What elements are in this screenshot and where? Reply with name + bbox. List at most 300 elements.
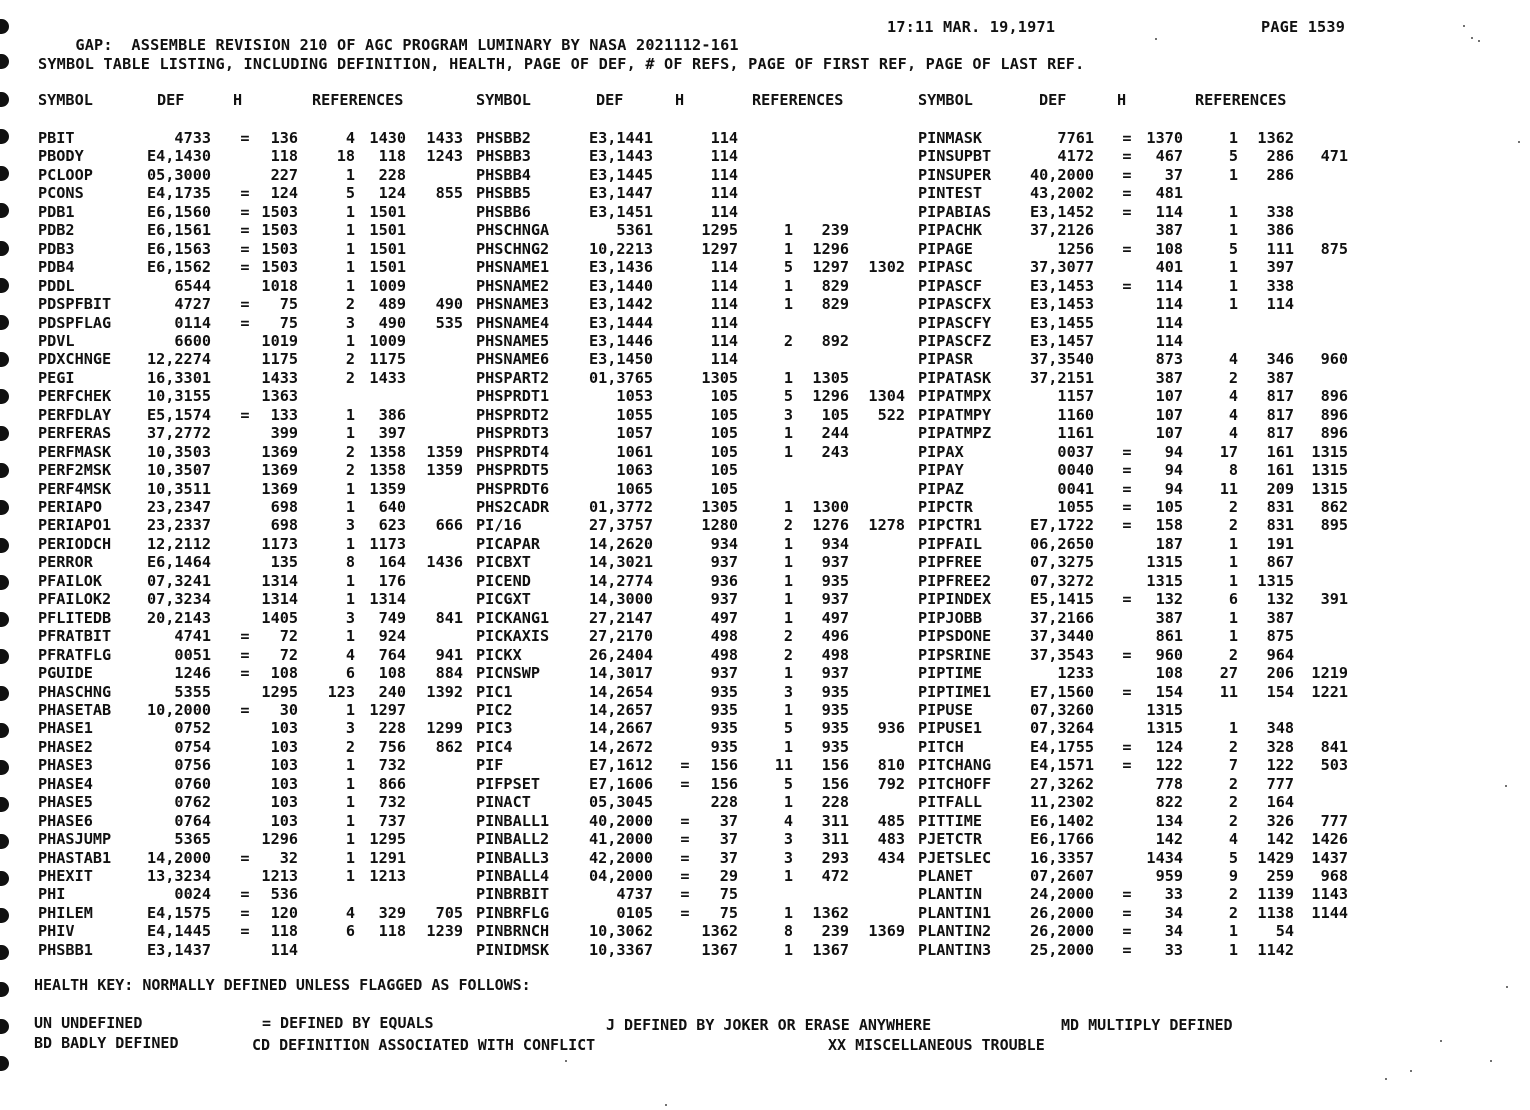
- last-reference-page: 1359: [426, 442, 463, 461]
- symbol-name: PERFCHEK: [38, 387, 112, 406]
- symbol-definition: 37,2126: [1029, 221, 1094, 240]
- reference-count: 1: [1228, 129, 1238, 147]
- reference-count: 1: [345, 793, 355, 812]
- definition-page: 32: [279, 848, 298, 867]
- symbol-name: PICEND: [476, 571, 531, 590]
- definition-page: 37: [719, 848, 738, 867]
- first-reference-page: 1276: [812, 516, 849, 535]
- symbol-definition: 43,2002: [1029, 184, 1094, 203]
- reference-count: 6: [345, 664, 355, 683]
- symbol-name: PICGXT: [476, 590, 531, 609]
- definition-page: 960: [1155, 645, 1183, 664]
- paper-speck: [565, 1060, 567, 1062]
- symbol-definition: 0762: [174, 793, 211, 812]
- symbol-definition: 14,3000: [588, 590, 653, 609]
- last-reference-page: 896: [1320, 387, 1348, 406]
- definition-page: 114: [710, 147, 738, 166]
- table-row: [0, 221, 1530, 240]
- symbol-definition: E6,1464: [146, 553, 211, 572]
- reference-count: 1: [783, 295, 793, 314]
- definition-page: 156: [710, 756, 738, 775]
- symbol-name: PDSPFBIT: [38, 295, 112, 314]
- last-reference-page: 483: [877, 830, 905, 849]
- table-row: [0, 443, 1530, 462]
- symbol-health: =: [1122, 885, 1132, 904]
- symbol-name: PINSUPER: [918, 165, 992, 184]
- symbol-name: PHSBB3: [476, 147, 531, 166]
- definition-page: 114: [710, 258, 738, 277]
- symbol-name: PIPATMPY: [918, 405, 992, 424]
- reference-count: 1: [1228, 922, 1238, 941]
- symbol-definition: 0756: [174, 756, 211, 775]
- symbol-definition: E3,1441: [588, 129, 653, 147]
- first-reference-page: 866: [378, 774, 406, 793]
- first-reference-page: 239: [821, 922, 849, 941]
- reference-count: 1: [1228, 940, 1238, 959]
- reference-count: 1: [1228, 258, 1238, 277]
- symbol-name: PHASJUMP: [38, 830, 112, 849]
- symbol-name: PHSNAME3: [476, 295, 550, 314]
- column-header-symbol-2: SYMBOL: [476, 91, 531, 109]
- symbol-definition: 1055: [1057, 498, 1094, 516]
- symbol-name: PHASE5: [38, 793, 93, 812]
- column-header-health-2: H: [675, 91, 685, 109]
- reference-count: 3: [783, 405, 793, 424]
- symbol-name: PICKANG1: [476, 608, 550, 627]
- first-reference-page: 1501: [369, 239, 406, 258]
- symbol-definition: 4741: [174, 627, 211, 646]
- table-row: [0, 885, 1530, 904]
- reference-count: 1: [783, 608, 793, 627]
- first-reference-page: 937: [821, 590, 849, 609]
- first-reference-page: 1501: [369, 221, 406, 240]
- reference-count: 2: [783, 516, 793, 535]
- reference-count: 5: [783, 387, 793, 406]
- definition-page: 103: [270, 719, 298, 738]
- reference-count: 1: [783, 239, 793, 258]
- definition-page: 29: [719, 867, 738, 885]
- symbol-name: PHASETAB: [38, 700, 112, 719]
- reference-count: 3: [783, 682, 793, 701]
- definition-page: 959: [1155, 867, 1183, 885]
- last-reference-page: 884: [435, 664, 463, 683]
- table-row: [0, 295, 1530, 314]
- table-row: [0, 904, 1530, 923]
- definition-page: 114: [1155, 295, 1183, 314]
- symbol-definition: 05,3045: [588, 793, 653, 812]
- first-reference-page: 228: [821, 793, 849, 812]
- symbol-definition: E7,1606: [588, 774, 653, 793]
- definition-page: 498: [710, 627, 738, 646]
- definition-page: 937: [710, 664, 738, 683]
- first-reference-page: 259: [1266, 867, 1294, 885]
- symbol-name: PERIODCH: [38, 534, 112, 553]
- reference-count: 5: [1228, 147, 1238, 166]
- symbol-name: PICKAXIS: [476, 627, 550, 646]
- symbol-health: =: [240, 184, 250, 203]
- definition-page: 1315: [1146, 553, 1183, 572]
- reference-count: 1: [783, 793, 793, 812]
- column-header-references-3: REFERENCES: [1195, 91, 1287, 109]
- definition-page: 1314: [261, 590, 298, 609]
- definition-page: 387: [1155, 368, 1183, 387]
- first-reference-page: 489: [378, 295, 406, 314]
- first-reference-page: 311: [821, 811, 849, 830]
- symbol-name: PIF: [476, 756, 504, 775]
- first-reference-page: 1009: [369, 331, 406, 350]
- first-reference-page: 831: [1266, 498, 1294, 516]
- symbol-health: =: [240, 922, 250, 941]
- definition-page: 37: [1164, 165, 1183, 184]
- definition-page: 937: [710, 553, 738, 572]
- symbol-definition: 24,2000: [1029, 885, 1094, 904]
- symbol-health: =: [680, 756, 690, 775]
- reference-count: 1: [345, 774, 355, 793]
- reference-count: 6: [1228, 590, 1238, 609]
- symbol-name: PJETSLEC: [918, 848, 992, 867]
- symbol-name: PIPTIME: [918, 664, 983, 683]
- reference-count: 1: [783, 498, 793, 516]
- definition-page: 124: [1155, 737, 1183, 756]
- symbol-name: PLANTIN: [918, 885, 983, 904]
- definition-page: 1503: [261, 202, 298, 221]
- definition-page: 399: [270, 424, 298, 443]
- symbol-health: =: [1122, 202, 1132, 221]
- definition-page: 1503: [261, 258, 298, 277]
- definition-page: 498: [710, 645, 738, 664]
- symbol-health: =: [240, 885, 250, 904]
- first-reference-page: 228: [378, 719, 406, 738]
- definition-page: 94: [1164, 442, 1183, 461]
- definition-page: 105: [710, 387, 738, 406]
- reference-count: 3: [345, 719, 355, 738]
- symbol-name: PINSUPBT: [918, 147, 992, 166]
- reference-count: 1: [1228, 608, 1238, 627]
- symbol-definition: 4172: [1057, 147, 1094, 166]
- last-reference-page: 1304: [868, 387, 905, 406]
- symbol-definition: 6544: [174, 276, 211, 295]
- first-reference-page: 1175: [369, 350, 406, 369]
- reference-count: 1: [783, 590, 793, 609]
- definition-page: 118: [270, 922, 298, 941]
- symbol-definition: 05,3000: [146, 165, 211, 184]
- first-reference-page: 1430: [369, 129, 406, 147]
- column-header-def-3: DEF: [1039, 91, 1067, 109]
- first-reference-page: 831: [1266, 516, 1294, 535]
- feed-hole: [0, 1056, 9, 1071]
- definition-page: 497: [710, 608, 738, 627]
- symbol-definition: 37,3440: [1029, 627, 1094, 646]
- definition-page: 1315: [1146, 700, 1183, 719]
- symbol-name: PHSNAME6: [476, 350, 550, 369]
- paper-speck: [1471, 37, 1473, 39]
- symbol-definition: 14,2672: [588, 737, 653, 756]
- reference-count: 3: [345, 313, 355, 332]
- definition-page: 114: [710, 313, 738, 332]
- health-key-cd: CD DEFINITION ASSOCIATED WITH CONFLICT: [252, 1036, 596, 1054]
- definition-page: 134: [1155, 811, 1183, 830]
- symbol-definition: 10,3503: [146, 442, 211, 461]
- symbol-definition: E4,1755: [1029, 737, 1094, 756]
- symbol-name: PERFMASK: [38, 442, 112, 461]
- symbol-name: PHEXIT: [38, 867, 93, 885]
- definition-page: 1503: [261, 239, 298, 258]
- definition-page: 75: [279, 295, 298, 314]
- symbol-name: PLANTIN1: [918, 903, 992, 922]
- symbol-name: PIPFREE: [918, 553, 983, 572]
- symbol-definition: 0037: [1057, 442, 1094, 461]
- symbol-name: PJETCTR: [918, 830, 983, 849]
- last-reference-page: 1436: [426, 553, 463, 572]
- symbol-name: PICNSWP: [476, 664, 541, 683]
- symbol-name: PIPABIAS: [918, 202, 992, 221]
- reference-count: 1: [345, 590, 355, 609]
- symbol-definition: 1161: [1057, 424, 1094, 443]
- symbol-definition: 16,3301: [146, 368, 211, 387]
- first-reference-page: 118: [378, 922, 406, 941]
- symbol-name: PIC2: [476, 700, 513, 719]
- definition-page: 114: [710, 350, 738, 369]
- symbol-name: PHSPRDT1: [476, 387, 550, 406]
- reference-count: 2: [1228, 885, 1238, 904]
- definition-page: 227: [270, 165, 298, 184]
- definition-page: 33: [1164, 885, 1183, 904]
- column-header-health-1: H: [233, 91, 243, 109]
- reference-count: 7: [1228, 756, 1238, 775]
- reference-count: 5: [345, 184, 355, 203]
- symbol-name: PIPCTR: [918, 498, 973, 516]
- first-reference-page: 387: [1266, 368, 1294, 387]
- definition-page: 114: [710, 165, 738, 184]
- symbol-name: PHSPRDT4: [476, 442, 550, 461]
- last-reference-page: 1369: [868, 922, 905, 941]
- table-row: [0, 572, 1530, 591]
- first-reference-page: 111: [1266, 239, 1294, 258]
- symbol-name: PBIT: [38, 129, 75, 147]
- symbol-health: =: [680, 830, 690, 849]
- symbol-definition: E3,1444: [588, 313, 653, 332]
- first-reference-page: 764: [378, 645, 406, 664]
- symbol-name: PITCHANG: [918, 756, 992, 775]
- symbol-health: =: [1122, 129, 1132, 147]
- symbol-definition: 0105: [616, 903, 653, 922]
- symbol-name: PITTIME: [918, 811, 983, 830]
- symbol-health: =: [680, 811, 690, 830]
- definition-page: 114: [710, 295, 738, 314]
- symbol-name: PERF4MSK: [38, 479, 112, 498]
- symbol-definition: E3,1437: [146, 940, 211, 959]
- definition-page: 387: [1155, 221, 1183, 240]
- symbol-name: PHSBB2: [476, 129, 531, 147]
- table-row: [0, 867, 1530, 886]
- symbol-definition: 1053: [616, 387, 653, 406]
- symbol-health: =: [1122, 276, 1132, 295]
- reference-count: 1: [345, 276, 355, 295]
- symbol-name: PICBXT: [476, 553, 531, 572]
- reference-count: 1: [783, 700, 793, 719]
- symbol-name: PIPUSE1: [918, 719, 983, 738]
- first-reference-page: 472: [821, 867, 849, 885]
- definition-page: 698: [270, 516, 298, 535]
- reference-count: 6: [345, 922, 355, 941]
- first-reference-page: 498: [821, 645, 849, 664]
- header-timestamp: 17:11 MAR. 19,1971: [887, 18, 1056, 36]
- table-row: [0, 516, 1530, 535]
- symbol-definition: 07,3275: [1029, 553, 1094, 572]
- first-reference-page: 1359: [369, 479, 406, 498]
- definition-page: 937: [710, 590, 738, 609]
- symbol-name: PINIDMSK: [476, 940, 550, 959]
- symbol-definition: E3,1457: [1029, 331, 1094, 350]
- first-reference-page: 490: [378, 313, 406, 332]
- definition-page: 108: [1155, 239, 1183, 258]
- definition-page: 120: [270, 903, 298, 922]
- symbol-name: PFLITEDB: [38, 608, 112, 627]
- last-reference-page: 1437: [1311, 848, 1348, 867]
- symbol-definition: E3,1443: [588, 147, 653, 166]
- table-row: [0, 664, 1530, 683]
- definition-page: 133: [270, 405, 298, 424]
- definition-page: 105: [710, 405, 738, 424]
- last-reference-page: 490: [435, 295, 463, 314]
- symbol-name: PIPSRINE: [918, 645, 992, 664]
- reference-count: 2: [345, 350, 355, 369]
- definition-page: 142: [1155, 830, 1183, 849]
- definition-page: 1369: [261, 442, 298, 461]
- symbol-definition: 13,3234: [146, 867, 211, 885]
- reference-count: 3: [345, 516, 355, 535]
- symbol-definition: 04,2000: [588, 867, 653, 885]
- symbol-definition: 14,2657: [588, 700, 653, 719]
- symbol-name: PHSPRDT3: [476, 424, 550, 443]
- reference-count: 1: [1228, 165, 1238, 184]
- definition-page: 1315: [1146, 571, 1183, 590]
- last-reference-page: 1359: [426, 461, 463, 480]
- first-reference-page: 867: [1266, 553, 1294, 572]
- definition-page: 1296: [261, 830, 298, 849]
- first-reference-page: 191: [1266, 534, 1294, 553]
- symbol-definition: 1057: [616, 424, 653, 443]
- first-reference-page: 311: [821, 830, 849, 849]
- symbol-definition: E3,1445: [588, 165, 653, 184]
- symbol-name: PHSBB5: [476, 184, 531, 203]
- first-reference-page: 206: [1266, 664, 1294, 683]
- symbol-name: PFAILOK: [38, 571, 103, 590]
- symbol-name: PHILEM: [38, 903, 93, 922]
- definition-page: 114: [710, 202, 738, 221]
- symbol-definition: 27,2147: [588, 608, 653, 627]
- symbol-definition: 14,3017: [588, 664, 653, 683]
- first-reference-page: 1305: [812, 368, 849, 387]
- reference-count: 2: [1228, 793, 1238, 812]
- definition-page: 30: [279, 700, 298, 719]
- definition-page: 107: [1155, 405, 1183, 424]
- definition-page: 467: [1155, 147, 1183, 166]
- symbol-health: =: [240, 700, 250, 719]
- symbol-health: =: [1122, 590, 1132, 609]
- listing-subtitle: SYMBOL TABLE LISTING, INCLUDING DEFINITION, HEALTH, PAGE OF DEF, # OF REFS, PAGE OF FIRST REF, PAGE OF LAST REF.: [38, 55, 1085, 73]
- symbol-definition: 1065: [616, 479, 653, 498]
- first-reference-page: 935: [821, 571, 849, 590]
- table-row: [0, 646, 1530, 665]
- symbol-name: PINBALL2: [476, 830, 550, 849]
- definition-page: 114: [1155, 313, 1183, 332]
- reference-count: 4: [783, 811, 793, 830]
- definition-page: 1213: [261, 867, 298, 885]
- table-row: [0, 461, 1530, 480]
- symbol-name: PICKX: [476, 645, 522, 664]
- symbol-definition: E4,1571: [1029, 756, 1094, 775]
- first-reference-page: 387: [1266, 608, 1294, 627]
- reference-count: 3: [783, 848, 793, 867]
- definition-page: 103: [270, 793, 298, 812]
- symbol-definition: 5365: [174, 830, 211, 849]
- last-reference-page: 705: [435, 903, 463, 922]
- symbol-name: PHSCHNG2: [476, 239, 550, 258]
- definition-page: 935: [710, 700, 738, 719]
- reference-count: 2: [783, 645, 793, 664]
- symbol-definition: E7,1612: [588, 756, 653, 775]
- first-reference-page: 338: [1266, 202, 1294, 221]
- last-reference-page: 522: [877, 405, 905, 424]
- definition-page: 1363: [261, 387, 298, 406]
- definition-page: 124: [270, 184, 298, 203]
- last-reference-page: 968: [1320, 867, 1348, 885]
- symbol-health: =: [1122, 165, 1132, 184]
- symbol-name: PLANET: [918, 867, 973, 885]
- symbol-definition: 07,3264: [1029, 719, 1094, 738]
- definition-page: 105: [710, 479, 738, 498]
- symbol-definition: 20,2143: [146, 608, 211, 627]
- definition-page: 105: [1155, 498, 1183, 516]
- reference-count: 5: [1228, 239, 1238, 258]
- reference-count: 2: [1228, 516, 1238, 535]
- last-reference-page: 1315: [1311, 479, 1348, 498]
- symbol-name: PINBALL3: [476, 848, 550, 867]
- symbol-definition: 14,3021: [588, 553, 653, 572]
- symbol-name: PERIAPO: [38, 498, 103, 516]
- symbol-name: PHASE4: [38, 774, 93, 793]
- first-reference-page: 1429: [1257, 848, 1294, 867]
- symbol-name: PINBRNCH: [476, 922, 550, 941]
- feed-hole: [0, 982, 9, 997]
- symbol-name: PHSBB4: [476, 165, 531, 184]
- symbol-name: PHS2CADR: [476, 498, 550, 516]
- reference-count: 18: [336, 147, 355, 166]
- header-title: GAP: ASSEMBLE REVISION 210 OF AGC PROGRAM LUMINARY BY NASA 2021112-161: [75, 36, 739, 54]
- definition-page: 536: [270, 885, 298, 904]
- symbol-health: =: [680, 903, 690, 922]
- symbol-name: PINBALL1: [476, 811, 550, 830]
- table-row: [0, 535, 1530, 554]
- definition-page: 114: [1155, 331, 1183, 350]
- reference-count: 1: [345, 848, 355, 867]
- definition-page: 114: [710, 184, 738, 203]
- definition-page: 387: [1155, 608, 1183, 627]
- first-reference-page: 124: [378, 184, 406, 203]
- symbol-definition: 40,2000: [588, 811, 653, 830]
- symbol-name: PERFDLAY: [38, 405, 112, 424]
- symbol-definition: E6,1766: [1029, 830, 1094, 849]
- symbol-name: PHSNAME4: [476, 313, 550, 332]
- reference-count: 2: [345, 295, 355, 314]
- reference-count: 1: [345, 239, 355, 258]
- symbol-definition: E3,1451: [588, 202, 653, 221]
- symbol-name: PDB3: [38, 239, 75, 258]
- first-reference-page: 164: [1266, 793, 1294, 812]
- last-reference-page: 792: [877, 774, 905, 793]
- health-key-un: UN UNDEFINED: [34, 1014, 143, 1032]
